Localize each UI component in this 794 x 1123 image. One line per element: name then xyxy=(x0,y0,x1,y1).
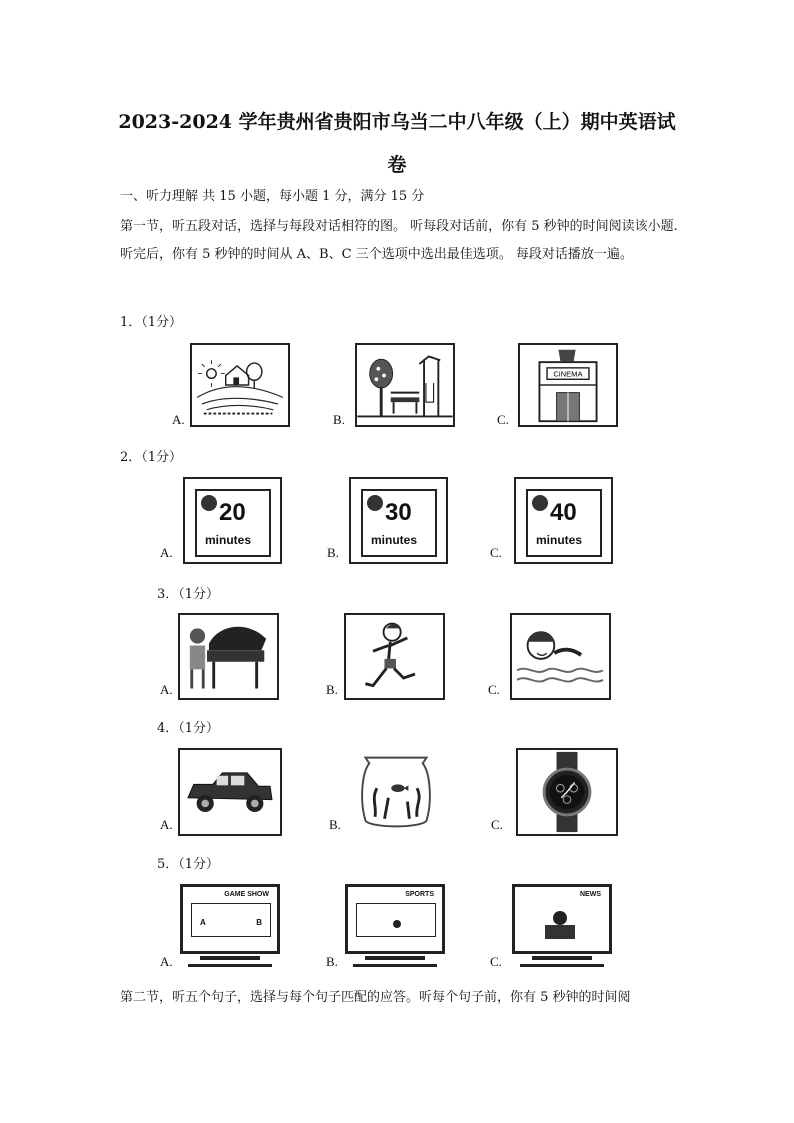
q3-option-c-label: C. xyxy=(488,682,500,697)
park-icon xyxy=(357,345,453,425)
question-2-number: 2．（1分） xyxy=(120,450,183,465)
q2-option-c-image[interactable] xyxy=(514,477,613,564)
section-heading: 一、听力理解 共 15 小题，每小题 1 分，满分 15 分 xyxy=(120,189,425,204)
team-a-label: A xyxy=(200,918,206,927)
schedule-card xyxy=(195,489,271,557)
tv-screen xyxy=(345,884,445,954)
tv-stand xyxy=(200,956,260,960)
q5-option-b-image[interactable] xyxy=(345,884,445,970)
screen-title: SPORTS xyxy=(405,891,434,898)
screen-title: NEWS xyxy=(580,891,601,898)
q1-option-c-label: C. xyxy=(497,412,509,427)
q3-option-c-image[interactable] xyxy=(510,613,611,700)
car-icon xyxy=(180,750,280,834)
q4-option-c-image[interactable] xyxy=(516,748,618,836)
swimming-boy-icon xyxy=(512,615,609,698)
countryside-icon xyxy=(192,345,288,425)
soccer-ball-icon xyxy=(393,920,401,928)
q2-option-a-image[interactable] xyxy=(183,477,282,564)
cinema-building-icon xyxy=(520,345,616,425)
duration-unit: minutes xyxy=(371,533,418,547)
question-5-number: 5．（1分） xyxy=(157,857,220,872)
q1-option-b-image[interactable] xyxy=(355,343,455,427)
tv-base xyxy=(188,964,272,967)
tv-base xyxy=(353,964,437,967)
q2-option-b-label: B. xyxy=(327,545,339,560)
basketball-icon xyxy=(532,495,548,511)
duration-unit: minutes xyxy=(536,533,583,547)
question-4-number: 4．（1分） xyxy=(157,721,220,736)
q4-option-a-label: A. xyxy=(160,817,173,832)
duration-value: 40 xyxy=(550,499,577,526)
game-board xyxy=(191,903,271,937)
q1-option-a-image[interactable] xyxy=(190,343,290,427)
tv-stand xyxy=(532,956,592,960)
news-anchor-icon xyxy=(553,911,567,925)
schedule-card xyxy=(526,489,602,557)
q4-option-c-label: C. xyxy=(491,817,503,832)
running-boy-icon xyxy=(346,615,443,698)
fish-tank-icon xyxy=(350,750,442,834)
q5-option-a-image[interactable] xyxy=(180,884,280,970)
watch-icon xyxy=(518,750,616,834)
q3-option-b-image[interactable] xyxy=(344,613,445,700)
instructions-part2: 第二节，听五个句子，选择与每个句子匹配的应答。听每个句子前，你有 5 秒钟的时间阅 xyxy=(120,990,631,1005)
soccer-field xyxy=(356,903,436,937)
duration-unit: minutes xyxy=(205,533,252,547)
q5-option-c-label: C. xyxy=(490,954,502,969)
q2-option-a-label: A. xyxy=(160,545,173,560)
page-title-continued: 卷 xyxy=(387,154,407,176)
duration-value: 30 xyxy=(385,499,412,526)
tv-base xyxy=(520,964,604,967)
q3-option-a-image[interactable] xyxy=(178,613,279,700)
instructions-part1: 第一节，听五段对话，选择与每段对话相符的图。 听每段对话前，你有 5 秒钟的时间阅读该小题. 听完后，你有 5 秒钟的时间从 A、B、C 三个选项中选出最佳选项。 每段对话播放一遍。 xyxy=(120,219,678,262)
q1-option-a-label: A. xyxy=(172,412,185,427)
piano-player-icon xyxy=(180,615,277,698)
q2-option-b-image[interactable] xyxy=(349,477,448,564)
q1-option-b-label: B. xyxy=(333,412,345,427)
q5-option-c-image[interactable] xyxy=(512,884,612,970)
question-1-number: 1．（1分） xyxy=(120,315,183,330)
basketball-icon xyxy=(201,495,217,511)
q4-option-b-label: B. xyxy=(329,817,341,832)
q4-option-b-image[interactable] xyxy=(348,748,444,836)
tv-screen xyxy=(512,884,612,954)
q3-option-a-label: A. xyxy=(160,682,173,697)
question-3-number: 3．（1分） xyxy=(157,587,220,602)
duration-value: 20 xyxy=(219,499,246,526)
news-desk xyxy=(545,925,575,939)
tv-screen xyxy=(180,884,280,954)
team-b-label: B xyxy=(256,918,262,927)
q5-option-b-label: B. xyxy=(326,954,338,969)
page-title: 2023-2024 学年贵州省贵阳市乌当二中八年级（上）期中英语试 xyxy=(118,111,676,133)
q4-option-a-image[interactable] xyxy=(178,748,282,836)
cinema-sign: CiNEMA xyxy=(553,369,583,379)
q1-option-c-image[interactable] xyxy=(518,343,618,427)
basketball-icon xyxy=(367,495,383,511)
schedule-card xyxy=(361,489,437,557)
tv-stand xyxy=(365,956,425,960)
q3-option-b-label: B. xyxy=(326,682,338,697)
q5-option-a-label: A. xyxy=(160,954,173,969)
screen-title: GAME SHOW xyxy=(224,891,269,898)
q2-option-c-label: C. xyxy=(490,545,502,560)
